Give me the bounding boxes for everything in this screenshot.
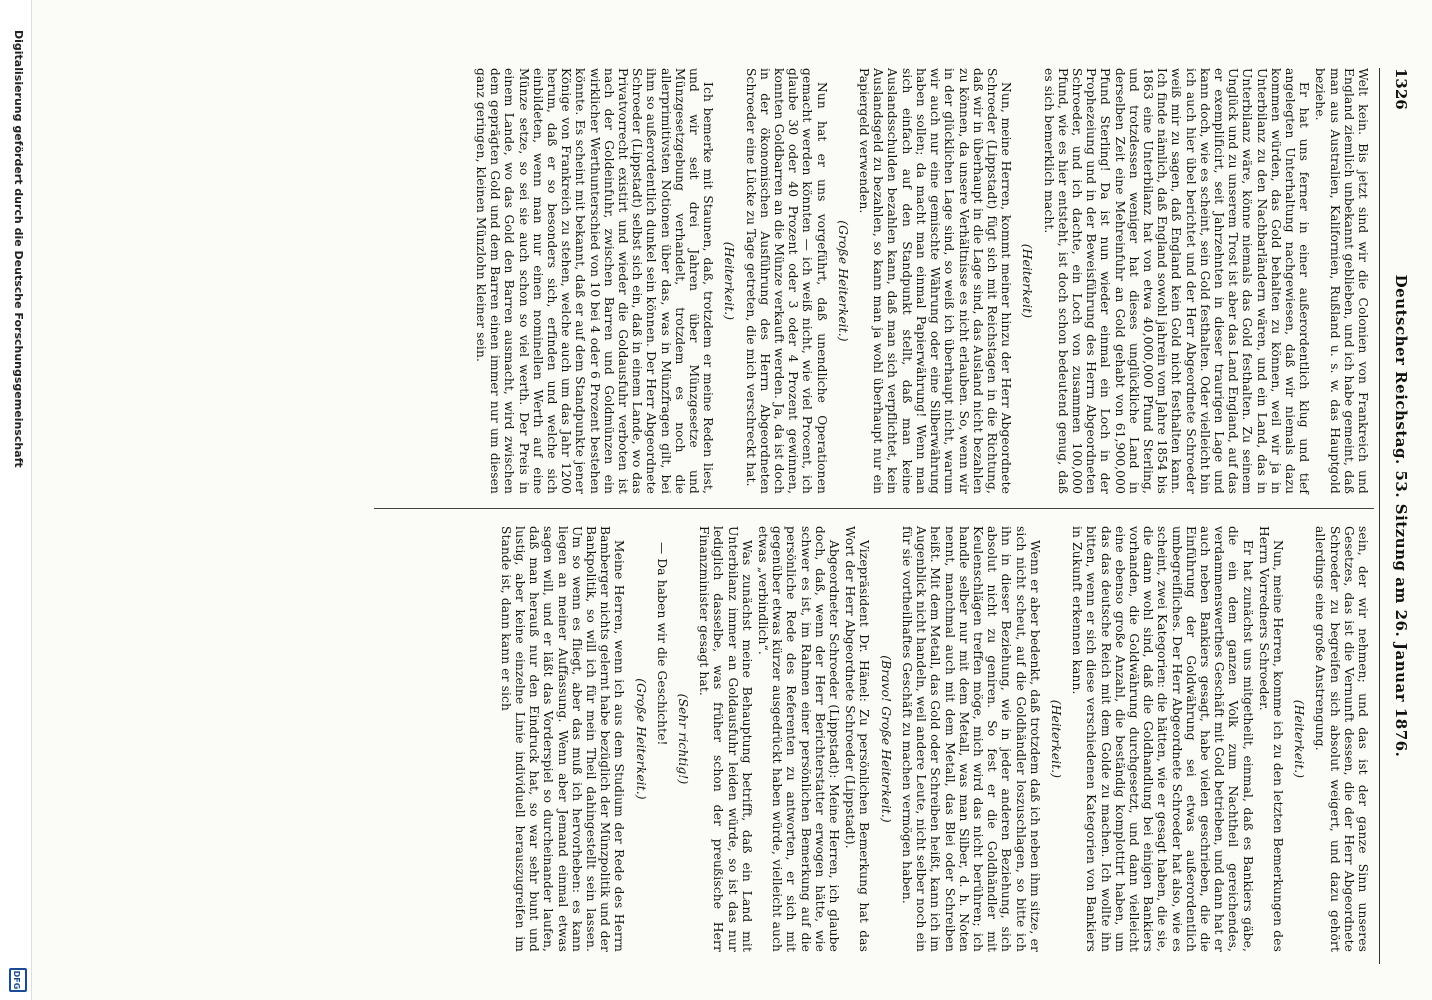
right-column-quote: — Da haben wir die Geschichte! [654,542,669,746]
right-column-paragraph: Abgeordneter Schroeder (Lippstadt): Meine Herren, ich glaube doch, daß, wenn der Herr Berichterstatter erwogen hätte, wie schwer es ist, im Rahmen einer persönlichen Bemerkung auf die persönliche Rede des Referenten zu antworten, er sich mit gegenüber etwas kürzer ausgedrückt haben würde, vielleicht auch etwas „verbindlich“. [756,526,842,952]
left-column [330,68,1370,494]
dfg-logo: DFG [9,968,27,992]
right-column-interjection: (Heiterkeit.) [1292,699,1307,779]
digitization-credit: Digitalisierung gefördert durch die Deutsche Forschungsgemeinschaft [12,30,25,468]
left-column-paragraph: Er hat uns ferner in einer außerordentlich klug und tief angelegten Unterhaltung nachgewiesen, daß wir niemals dazu kommen würden, das Gold behalten zu können, weil wir ja in Unterbilanz zu den Nachbarländern wären, und ein Land, das in Unterbilanz wäre, könne niemals das Gold festhalten. Zu seinem Unglück und zu unserem Trost ist aber das Land England, auf das er exemplificirt, seit Jahrzehnten in dieser traurigen Lage und kann doch, wie es scheint, sein Gold festhalten. Oder vielleicht bin ich auch hier übel berichtet und der Herr Abgeordnete Schroeder weiß mir zu sagen, daß England kein Gold nicht festhalten kann. Ich finde nämlich, daß England sowohl jahrein vom Jahre 1854 bis 1863 eine Unterbilanz hat von etwa 40,000,000 Pfund Sterling, und trotzdessen weniger hat dieses unglückliche Land in derselben Zeit eine Mehreinfuhr an Gold gehabt von 61,900,000 Pfund Sterling! Da ist nun wieder einmal ein Loch in der Prophezeiung und in der Beweisführung des Herrn Abgeordneten Schroeder, und ich dachte, ein Loch von zusammen 100,000 Pfund, wie es hier entsteht, ist doch schon bedeutend genug, daß es sich bemerklich macht. [1041,68,1312,494]
running-title: Deutscher Reichstag. 53. Sitzung am 26. Januar 1876. [1392,274,1410,758]
page-header [1382,68,1410,964]
right-column-interjection: (Bravo! Große Heiterkeit.) [878,655,893,823]
left-column-interjection: (Große Heiterkeit.) [835,220,850,342]
left-column-interjection: (Heiterkeit) [1020,243,1035,319]
right-column-paragraph: Meine Herren, wenn ich aus dem Studium der Rede des Herrn Bamberger nichts gelernt habe bezüglich der Münzpolitik und der Bankpolitik, so will ich für mein Theil dahingestellt sein lassen. Um so wenn es fliegt, aber das muß ich hervorheben: es kann liegen an meiner Auffassung. Wenn aber Jemand einmal etwas sagen will, und er läßt das Vorderspiel so durcheinander laufen, daß man herauß nur den Eindruck hat, so war sehr bunt und lustig, aber keine einzelne Linie individuell herauszugreifen im Stande ist, dann kann er sich [498,526,627,952]
right-column [30,526,1370,952]
right-column-paragraph: sein, der wir nehmen; und das ist der ganze Sinn unseres Gesetzes, das ist die Vernunft dessen, die der Herr Abgeordnete Schroeder zu begreifen sich absolut weigert, und dazu gehört allerdings eine große Anstrengung. [1313,526,1370,952]
right-column-paragraph: Was zunächst meine Behauptung betrifft, daß ein Land mit Unterbilanz immer an Goldausfuhr leiden würde, so ist das nur lediglich dasselbe, was früher schon der preußische Herr Finanzminister gesagt hat. [697,526,754,952]
left-column-paragraph: Nun hat er uns vorgeführt, daß unendliche Operationen gemacht werden könnten — ich weiß nicht, wie viel Procent, ich glaube 30 oder 40 Prozent oder 3 oder 4 Prozent gewinnen, konnten Goldbarren an die Münze verkauft werden. Ja, da ist doch in der ökonomischen Ausführung des Herrn Abgeordneten Schroeder eine Lücke zu Tage getreten, die mich verschreckt hat. [743,68,829,494]
left-column-paragraph: Nun, meine Herren, kommt meiner hinzu der Herr Abgeordnete Schroeder (Lippstadt) fügt sich mit Reichstagen in die Richtung, daß wir in überhaupt in die Lage sind, das Ausland nicht bezahlen zu können, da unsere Verhältnisse es nicht erlauben. So, wenn wir in der glücklichen Lage sind, so weiß ich überhaupt nicht, warum wir auch nur eine gemischte Währung oder eine Silberwährung haben sollen; da macht man einmal Papierwährung! Wenn man sich einfach auf den Standpunkt stellt, daß man keine Auslandsschulden bezahlen kann, daß man sich verpflichtet, kein Auslandsgeld zu bezahlen, so kann man ja wohl überhaupt nur ein Papiergeld verwenden. [857,68,1014,494]
right-column-paragraph: Er hat zunächst uns mitgetheilt, einmal, daß es Bankiers gäbe, die ein dem ganzen Volk zum Nachtheil gereichendes, verdammenswerthes Geschäft mit Gold betrieben, und dann hat er auch neben Bankiers gesagt, habe vielen geschrieben, die die Einführung der Goldwährung sei etwas außerordentlich umbegreifliches. Der Herr Abgeordnete Schroeder hat also, wie es scheint, zwei Kategorien: die hätten, wie er gesagt haben, die sie, die dann wohl sind, daß die Goldhandlung bei einigen Bankiers vorhanden, die Goldwährung durchgesetzt, und dann vielleicht eine ebenso große Anzahl, die beständig komplottirt haben, um das das deutsche Reich mit dem Golde zu machen. Ich wollte ihn bitten, wenn er sich diese verschiedenen Kategorien von Bankiers in Zukunft erkennen kann. [1070,526,1255,952]
column-divider [374,508,1374,509]
left-column-paragraph: Ich bemerke mit Staunen, daß, trotzdem er meine Reden liest, und wir seit drei Jahren über Münzgesetze und Münzgesetzgebung verhandelt, trotzdem es noch die allerprimitivsten Notionen über das, was in Münzfragen gilt, bei ihm so außerordentlich dunkel sein können. Der Herr Abgeordnete Schroeder (Lippstadt) selbst sich ein, daß in einem Lande, wo das Privatvorrecht existirt und wieder die Goldausfuhr verboten ist nach der Goldeinfuhr, zwischen Barren und Goldmünzen ein wirklicher Werthunterschied von 10 bei 4 oder 6 Prozent bestehen könnte. Es scheint mit bekannt, daß er auf dem Standpunkte jener Könige von Frankreich zu stehen, welche auch um das Jahr 1200 herum, daß er so besonders sich, erfinden und welche sich einbildeten, wenn man nur einen nominellen Werth auf eine Münze setze, so sei sie auch schon so viel werth. Der Preis in einem Lande, wo das Gold den Barren ausmacht, wird zwischen dem geprägten Gold und dem Barren einen immer nur um diesen ganz geringen, kleinen Münzlohn kleiner sein. [474,68,716,494]
right-column-interjection: (Sehr richtig!) [676,693,691,785]
left-column-interjection: (Heiterkeit.) [722,241,737,321]
right-column-paragraph: Vizepräsident Dr. Hänel: Zu persönlichen Bemerkung hat das Wort der Herr Abgeordnete Schroeder (Lippstadt). [843,526,872,952]
right-column-paragraph: Nun, meine Herren, komme ich zu den letzten Bemerkungen des Herrn Vorredners Schroeder. [1256,526,1285,952]
page-number: 1326 [1392,68,1410,110]
digitization-strip [0,0,32,1000]
right-column-interjection: (Große Heiterkeit.) [633,678,648,800]
right-column-paragraph: Wenn er aber bedenkt, daß trotzdem daß ich neben ihm sitze, er sich nicht scheut, auf die Goldhändler loszuschlagen, so bitte ich ihn in dieser Beziehung, wie in jeder anderen Beziehung, sich absolut nicht zu geniren. So fest er die Goldhändler mit Keulenschlägen treffen möge, mich wird das nicht berühren; ich handle selber nur mit dem Metall, was man Silber, d. h. Noten nennt, manchmal auch mit dem Metall, das Blei oder Schreiben heißt. Mit dem Metall, das Gold oder Schreiben heißt, kann ich im Augenblick nicht handeln, weil andere Leute, nicht selber noch ein für sie vortheilhaftes Geschäft zu machen vermögen haben. [899,526,1042,952]
left-column-paragraph: Welt kein. Bis jetzt sind wir die Colonien von Frankreich und England ziemlich unbekannt geblieben, und ich habe gemeint, daß man aus Australien, Kalifornien, Rußland u. s. w. das Hauptgold beziehe. [1313,68,1370,494]
right-column-interjection: (Heiterkeit.) [1048,699,1063,779]
header-rule [1379,68,1380,964]
